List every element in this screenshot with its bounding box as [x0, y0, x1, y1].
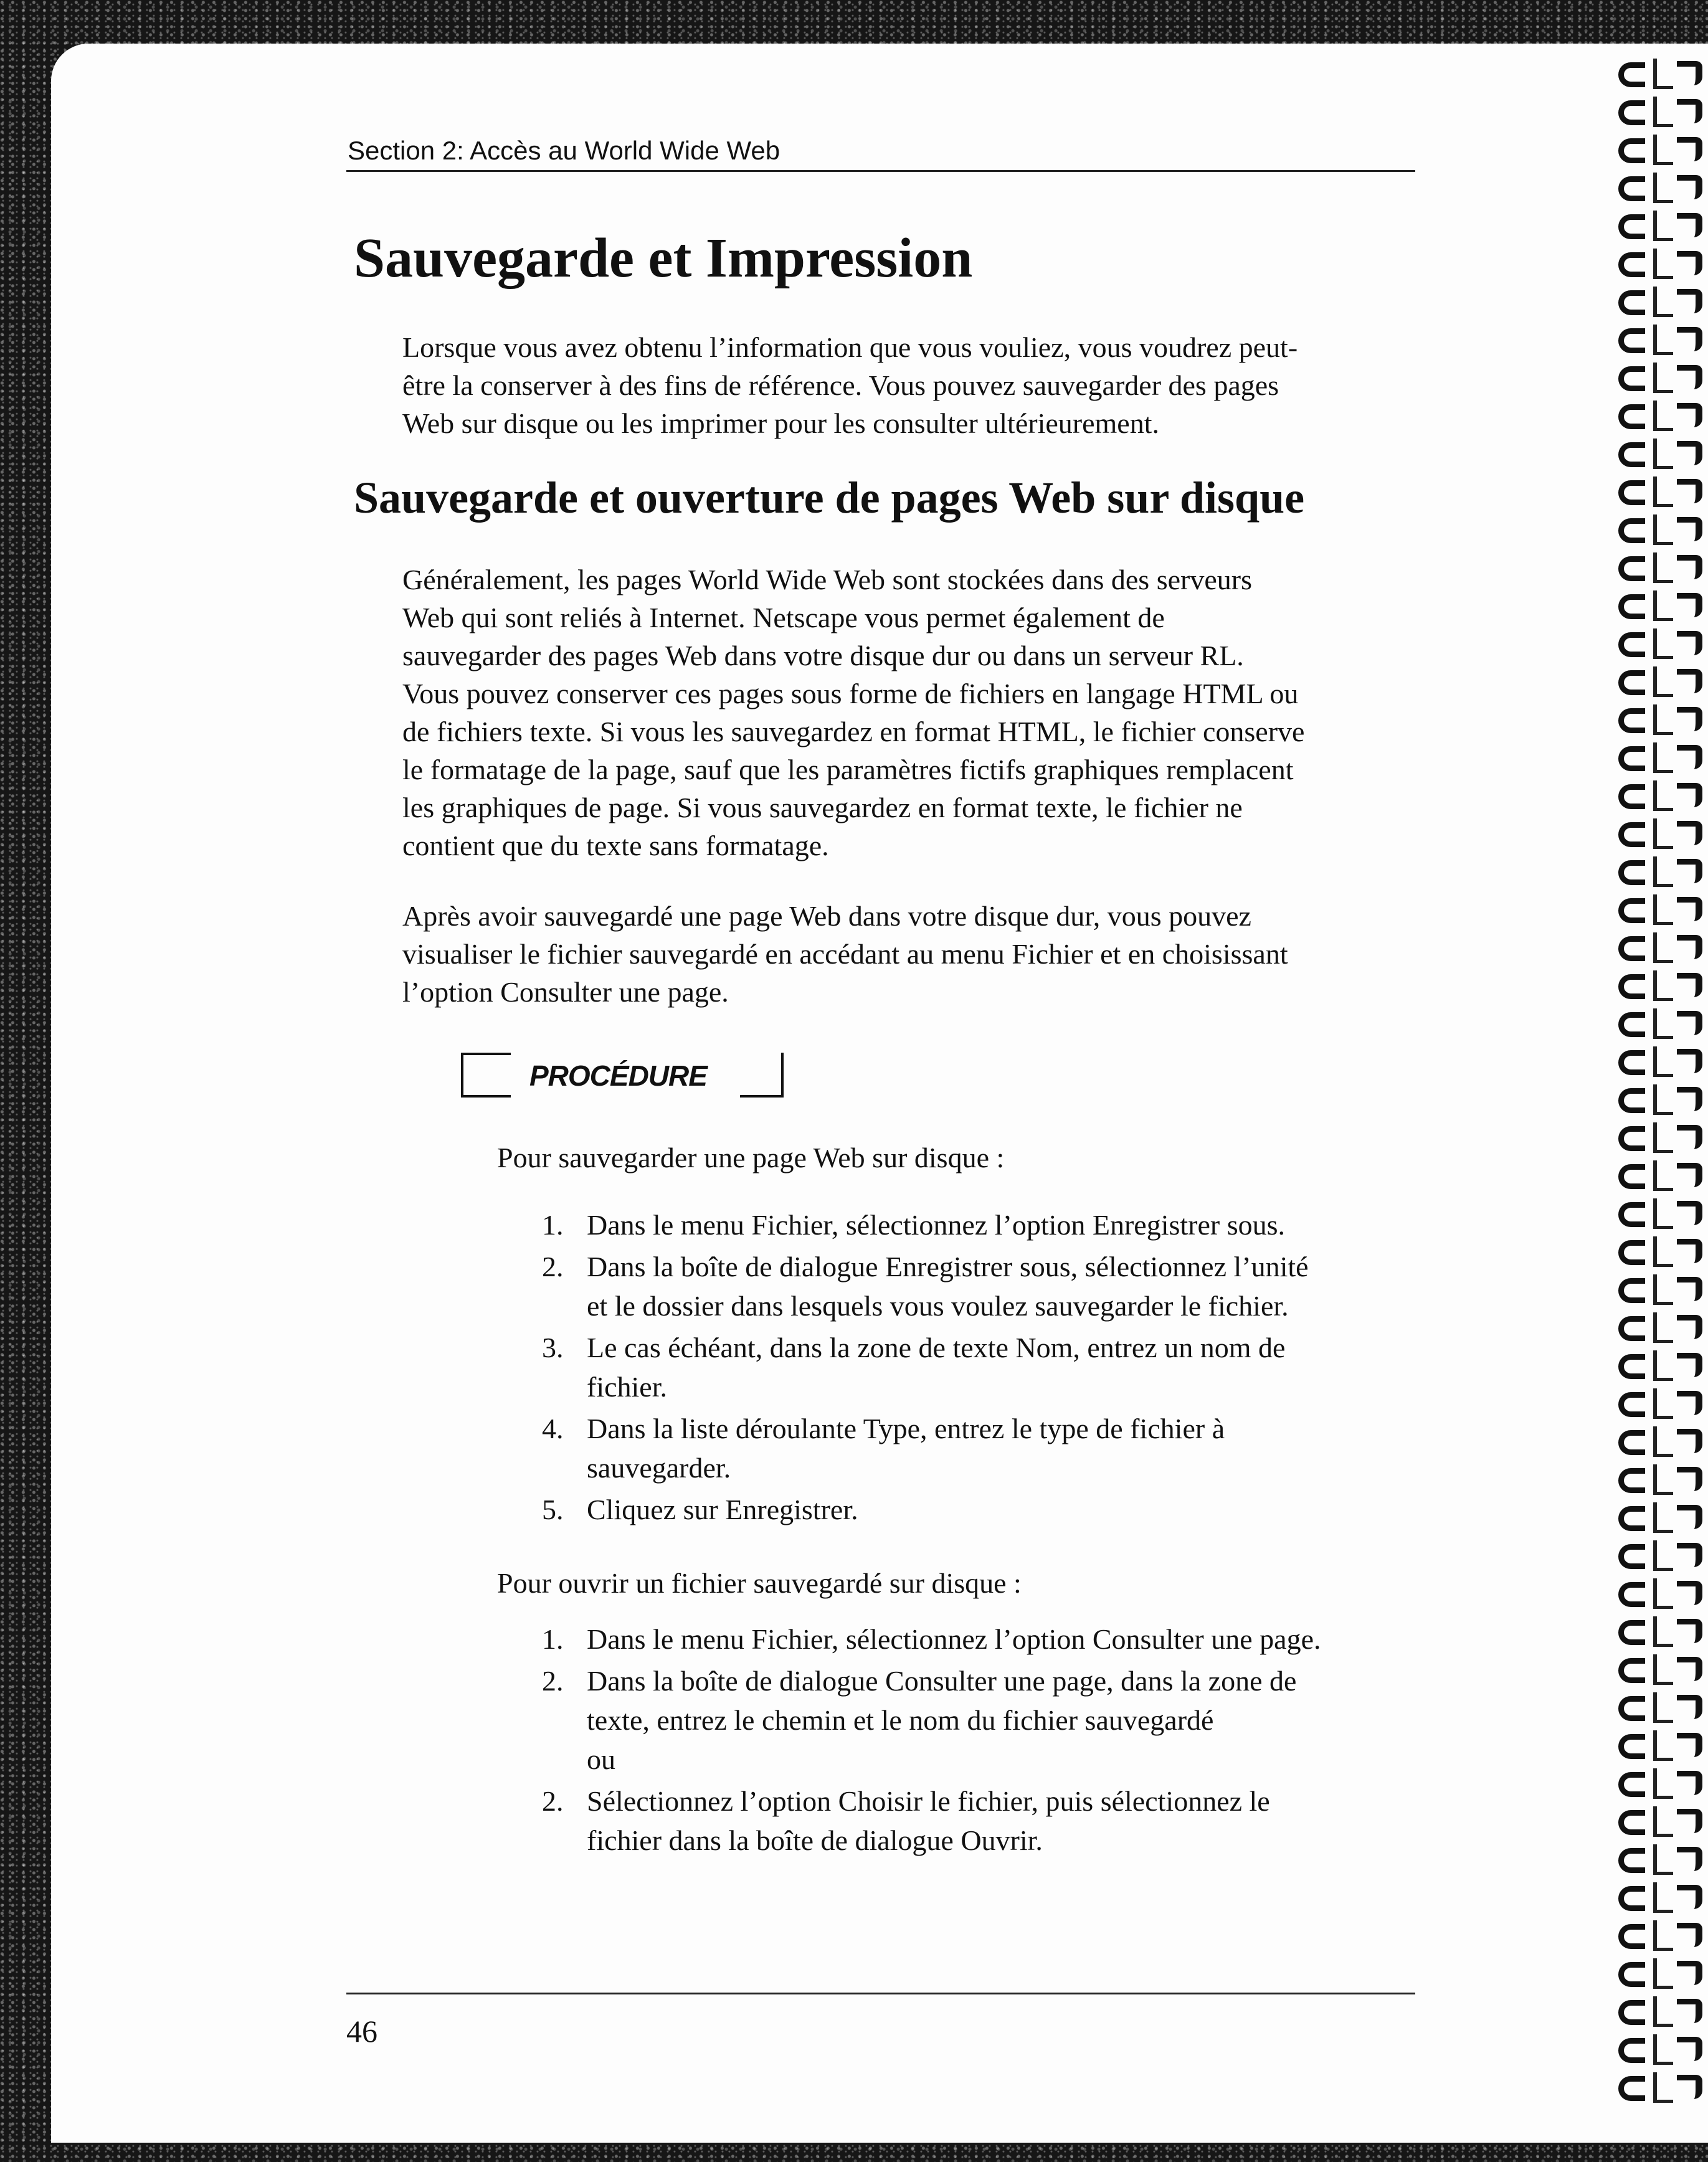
procedure-label-box [461, 1053, 784, 1098]
coil-bracket [1653, 970, 1673, 1001]
coil-loop [1677, 441, 1702, 465]
coil-loop [1677, 99, 1702, 123]
binding-coil [1615, 778, 1708, 818]
coil-hook [1618, 1468, 1645, 1493]
coil-loop [1677, 1999, 1702, 2023]
header-rule [346, 170, 1415, 172]
binding-coil [1615, 892, 1708, 932]
text-line: visualiser le fichier sauvegardé en accédant au menu Fichier et en choisissant [402, 938, 1288, 970]
coil-bracket [1653, 856, 1673, 887]
footer-rule [346, 1993, 1415, 1994]
coil-hook [1618, 252, 1645, 277]
coil-bracket [1653, 704, 1673, 735]
page-number: 46 [346, 2014, 377, 2049]
coil-loop [1677, 821, 1702, 845]
coil-hook [1618, 2000, 1645, 2025]
coil-loop [1677, 213, 1702, 237]
coil-bracket [1653, 59, 1673, 89]
coil-hook [1618, 480, 1645, 505]
coil-hook [1618, 1354, 1645, 1379]
binding-coil [1615, 1766, 1708, 1806]
coil-bracket [1653, 932, 1673, 963]
coil-bracket [1653, 1312, 1673, 1343]
coil-bracket [1653, 1768, 1673, 1799]
coil-hook [1618, 1202, 1645, 1227]
binding-coil [1615, 1576, 1708, 1616]
coil-bracket [1653, 1958, 1673, 1989]
open-steps-list [542, 1619, 1426, 1862]
coil-bracket [1653, 780, 1673, 811]
coil-bracket [1653, 249, 1673, 279]
coil-bracket [1653, 590, 1673, 621]
coil-loop [1677, 1239, 1702, 1263]
coil-loop [1677, 1733, 1702, 1757]
binding-coil [1615, 1310, 1708, 1350]
binding-coil [1615, 740, 1708, 780]
binding-coil [1615, 322, 1708, 362]
text-line: contient que du texte sans formatage. [402, 830, 829, 861]
binding-coil [1615, 550, 1708, 590]
list-item [542, 1247, 1426, 1325]
coil-bracket [1653, 628, 1673, 659]
step-number: 2. [542, 1785, 564, 1817]
coil-bracket [1653, 1996, 1673, 2027]
text-line: être la conserver à des fins de référence. Vous pouvez sauvegarder des pages [402, 369, 1279, 401]
coil-bracket [1653, 1388, 1673, 1419]
coil-bracket [1653, 818, 1673, 849]
coil-bracket [1653, 287, 1673, 317]
binding-coil [1615, 1842, 1708, 1882]
coil-loop [1677, 631, 1702, 655]
step-text: ou [587, 1743, 615, 1775]
coil-loop [1677, 1505, 1702, 1529]
coil-loop [1677, 479, 1702, 503]
step-text: fichier. [587, 1371, 667, 1403]
step-text: Dans la liste déroulante Type, entrez le type de fichier à [587, 1413, 1225, 1444]
step-number: 1. [542, 1623, 564, 1655]
coil-loop [1677, 1467, 1702, 1491]
binding-coil [1615, 474, 1708, 514]
section-paragraph-2 [402, 897, 1405, 1011]
coil-loop [1677, 1885, 1702, 1909]
binding-coil [1615, 1196, 1708, 1236]
coil-hook [1618, 1164, 1645, 1189]
coil-loop [1677, 1657, 1702, 1681]
coil-bracket [1653, 97, 1673, 127]
text-line: les graphiques de page. Si vous sauvegardez en format texte, le fichier ne [402, 792, 1243, 823]
coil-hook [1618, 1696, 1645, 1721]
text-line: Lorsque vous avez obtenu l’information que vous vouliez, vous voudrez peut- [402, 331, 1298, 363]
coil-loop [1677, 593, 1702, 617]
step-number: 1. [542, 1209, 564, 1241]
text-line: Vous pouvez conserver ces pages sous forme de fichiers en langage HTML ou [402, 678, 1299, 709]
coil-hook [1618, 214, 1645, 239]
coil-loop [1677, 1125, 1702, 1149]
coil-hook [1618, 1772, 1645, 1797]
binding-coil [1615, 94, 1708, 134]
coil-loop [1677, 1087, 1702, 1111]
coil-bracket [1653, 1236, 1673, 1267]
save-procedure-intro: Pour sauvegarder une page Web sur disque : [497, 1142, 1005, 1173]
step-number: 5. [542, 1494, 564, 1525]
coil-loop [1677, 1011, 1702, 1035]
list-item [542, 1490, 1426, 1529]
text-line: l’option Consulter une page. [402, 976, 729, 1008]
coil-hook [1618, 1620, 1645, 1645]
step-number: 2. [542, 1665, 564, 1697]
binding-coil [1615, 1690, 1708, 1730]
coil-hook [1618, 936, 1645, 961]
coil-hook [1618, 898, 1645, 923]
coil-loop [1677, 2075, 1702, 2099]
box-corner-top-left [461, 1053, 511, 1098]
coil-bracket [1653, 1008, 1673, 1039]
coil-loop [1677, 1163, 1702, 1187]
binding-coil [1615, 626, 1708, 666]
binding-coil [1615, 1462, 1708, 1502]
coil-bracket [1653, 439, 1673, 469]
coil-bracket [1653, 894, 1673, 925]
coil-hook [1618, 1240, 1645, 1265]
coil-loop [1677, 745, 1702, 769]
binding-coil [1615, 246, 1708, 286]
coil-bracket [1653, 1274, 1673, 1305]
coil-bracket [1653, 514, 1673, 545]
binding-coil [1615, 1158, 1708, 1198]
coil-bracket [1653, 1426, 1673, 1457]
coil-hook [1618, 556, 1645, 581]
binding-coil [1615, 1272, 1708, 1312]
binding-coil [1615, 1234, 1708, 1274]
binding-coil [1615, 1994, 1708, 2034]
binding-coil [1615, 1006, 1708, 1046]
binding-coil [1615, 2070, 1708, 2110]
step-text: et le dossier dans lesquels vous voulez sauvegarder le fichier. [587, 1290, 1289, 1322]
binding-coil [1615, 1918, 1708, 1958]
coil-hook [1618, 822, 1645, 847]
coil-bracket [1653, 2072, 1673, 2103]
coil-loop [1677, 1049, 1702, 1073]
step-text: texte, entrez le chemin et le nom du fichier sauvegardé [587, 1704, 1214, 1736]
coil-hook [1618, 1126, 1645, 1151]
list-item [542, 1661, 1426, 1779]
coil-bracket [1653, 1882, 1673, 1913]
binding-coil [1615, 56, 1708, 96]
coil-hook [1618, 1430, 1645, 1455]
coil-hook [1618, 1734, 1645, 1759]
coil-bracket [1653, 1464, 1673, 1495]
coil-loop [1677, 1315, 1702, 1339]
coil-loop [1677, 1961, 1702, 1985]
text-line: Web sur disque ou les imprimer pour les consulter ultérieurement. [402, 407, 1159, 439]
binding-coil [1615, 968, 1708, 1008]
coil-hook [1618, 860, 1645, 885]
coil-hook [1618, 176, 1645, 201]
open-procedure-intro: Pour ouvrir un fichier sauvegardé sur disque : [497, 1567, 1022, 1599]
coil-hook [1618, 632, 1645, 657]
section-heading: Sauvegarde et ouverture de pages Web sur disque [354, 473, 1305, 523]
coil-loop [1677, 897, 1702, 921]
coil-bracket [1653, 135, 1673, 165]
coil-loop [1677, 251, 1702, 275]
binding-coil [1615, 436, 1708, 476]
binding-coil [1615, 1956, 1708, 1996]
coil-hook [1618, 1088, 1645, 1113]
coil-bracket [1653, 666, 1673, 697]
coil-loop [1677, 1429, 1702, 1453]
coil-loop [1677, 1771, 1702, 1795]
spiral-binding [1615, 44, 1708, 2143]
coil-loop [1677, 61, 1702, 85]
coil-loop [1677, 2037, 1702, 2061]
coil-loop [1677, 1201, 1702, 1225]
coil-bracket [1653, 1692, 1673, 1723]
binding-coil [1615, 1652, 1708, 1692]
step-text: fichier dans la boîte de dialogue Ouvrir. [587, 1824, 1043, 1856]
coil-loop [1677, 175, 1702, 199]
coil-hook [1618, 1506, 1645, 1531]
coil-loop [1677, 1353, 1702, 1377]
coil-bracket [1653, 2034, 1673, 2065]
coil-bracket [1653, 1160, 1673, 1191]
coil-loop [1677, 137, 1702, 161]
coil-hook [1618, 518, 1645, 543]
coil-hook [1618, 1050, 1645, 1075]
coil-hook [1618, 1848, 1645, 1873]
coil-hook [1618, 328, 1645, 353]
coil-loop [1677, 1581, 1702, 1605]
binding-coil [1615, 816, 1708, 856]
step-number: 4. [542, 1413, 564, 1444]
coil-loop [1677, 707, 1702, 731]
running-head: Section 2: Accès au World Wide Web [348, 136, 780, 165]
coil-hook [1618, 290, 1645, 315]
coil-hook [1618, 2076, 1645, 2101]
section-paragraph-1 [402, 561, 1405, 865]
step-text: Le cas échéant, dans la zone de texte Nom, entrez un nom de [587, 1332, 1286, 1363]
coil-bracket [1653, 1730, 1673, 1761]
coil-loop [1677, 973, 1702, 997]
step-text: Cliquez sur Enregistrer. [587, 1494, 858, 1525]
text-line: sauvegarder des pages Web dans votre disque dur ou dans un serveur RL. [402, 640, 1244, 671]
coil-hook [1618, 670, 1645, 695]
save-steps-list [542, 1205, 1426, 1532]
coil-loop [1677, 783, 1702, 807]
coil-loop [1677, 1543, 1702, 1567]
coil-loop [1677, 1809, 1702, 1833]
coil-bracket [1653, 363, 1673, 393]
binding-coil [1615, 1386, 1708, 1426]
coil-hook [1618, 100, 1645, 125]
binding-coil [1615, 1614, 1708, 1654]
coil-bracket [1653, 1578, 1673, 1609]
text-line: Après avoir sauvegardé une page Web dans votre disque dur, vous pouvez [402, 900, 1251, 932]
coil-loop [1677, 365, 1702, 389]
coil-loop [1677, 1277, 1702, 1301]
text-line: de fichiers texte. Si vous les sauvegardez en format HTML, le fichier conserve [402, 716, 1305, 747]
coil-bracket [1653, 1920, 1673, 1951]
coil-loop [1677, 669, 1702, 693]
coil-loop [1677, 327, 1702, 351]
coil-hook [1618, 1962, 1645, 1987]
binding-coil [1615, 1538, 1708, 1578]
coil-hook [1618, 1810, 1645, 1835]
coil-loop [1677, 1923, 1702, 1947]
coil-loop [1677, 1695, 1702, 1719]
coil-hook [1618, 1924, 1645, 1949]
coil-bracket [1653, 1122, 1673, 1153]
coil-bracket [1653, 552, 1673, 583]
list-item [542, 1781, 1426, 1860]
coil-bracket [1653, 325, 1673, 355]
coil-bracket [1653, 1084, 1673, 1115]
intro-paragraph [402, 328, 1405, 442]
binding-coil [1615, 170, 1708, 210]
coil-hook [1618, 746, 1645, 771]
list-item [542, 1205, 1426, 1245]
coil-hook [1618, 1012, 1645, 1037]
list-item [542, 1409, 1426, 1487]
coil-hook [1618, 2038, 1645, 2063]
binding-coil [1615, 1424, 1708, 1464]
coil-hook [1618, 1316, 1645, 1341]
binding-coil [1615, 208, 1708, 248]
step-number: 2. [542, 1251, 564, 1283]
coil-loop [1677, 289, 1702, 313]
binding-coil [1615, 1500, 1708, 1540]
coil-loop [1677, 1847, 1702, 1871]
coil-hook [1618, 784, 1645, 809]
binding-coil [1615, 1120, 1708, 1160]
binding-coil [1615, 588, 1708, 628]
coil-loop [1677, 935, 1702, 959]
coil-hook [1618, 594, 1645, 619]
coil-hook [1618, 1886, 1645, 1911]
binding-coil [1615, 854, 1708, 894]
coil-bracket [1653, 211, 1673, 241]
coil-bracket [1653, 1616, 1673, 1647]
coil-hook [1618, 974, 1645, 999]
step-text: Dans la boîte de dialogue Enregistrer sous, sélectionnez l’unité [587, 1251, 1309, 1283]
coil-loop [1677, 517, 1702, 541]
coil-bracket [1653, 1844, 1673, 1875]
binding-coil [1615, 664, 1708, 704]
step-text: Dans le menu Fichier, sélectionnez l’option Consulter une page. [587, 1623, 1321, 1655]
list-item [542, 1328, 1426, 1406]
binding-coil [1615, 284, 1708, 324]
text-line: le formatage de la page, sauf que les paramètres fictifs graphiques remplacent [402, 754, 1294, 785]
page-title: Sauvegarde et Impression [354, 227, 973, 289]
coil-bracket [1653, 742, 1673, 773]
coil-loop [1677, 403, 1702, 427]
binding-coil [1615, 1880, 1708, 1920]
coil-bracket [1653, 1350, 1673, 1381]
step-number: 3. [542, 1332, 564, 1363]
binding-coil [1615, 1082, 1708, 1122]
procedure-label: PROCÉDURE [529, 1060, 707, 1092]
coil-hook [1618, 1582, 1645, 1607]
coil-hook [1618, 62, 1645, 87]
box-corner-bottom-right [740, 1053, 784, 1098]
coil-bracket [1653, 476, 1673, 507]
binding-coil [1615, 1348, 1708, 1388]
binding-coil [1615, 132, 1708, 172]
coil-hook [1618, 708, 1645, 733]
coil-bracket [1653, 1198, 1673, 1229]
coil-loop [1677, 1391, 1702, 1415]
coil-hook [1618, 138, 1645, 163]
binding-coil [1615, 2032, 1708, 2072]
coil-bracket [1653, 1046, 1673, 1077]
coil-hook [1618, 366, 1645, 391]
coil-bracket [1653, 1806, 1673, 1837]
coil-hook [1618, 1278, 1645, 1303]
coil-hook [1618, 404, 1645, 429]
coil-bracket [1653, 173, 1673, 203]
step-text: Sélectionnez l’option Choisir le fichier, puis sélectionnez le [587, 1785, 1270, 1817]
coil-bracket [1653, 401, 1673, 431]
binding-coil [1615, 930, 1708, 970]
step-text: Dans la boîte de dialogue Consulter une page, dans la zone de [587, 1665, 1297, 1697]
coil-hook [1618, 1658, 1645, 1683]
binding-coil [1615, 398, 1708, 438]
binding-coil [1615, 1804, 1708, 1844]
coil-hook [1618, 1392, 1645, 1417]
binding-coil [1615, 360, 1708, 400]
text-line: Généralement, les pages World Wide Web sont stockées dans des serveurs [402, 564, 1252, 595]
text-line: Web qui sont reliés à Internet. Netscape vous permet également de [402, 602, 1165, 633]
coil-bracket [1653, 1654, 1673, 1685]
binding-coil [1615, 512, 1708, 552]
coil-bracket [1653, 1502, 1673, 1533]
binding-coil [1615, 1728, 1708, 1768]
coil-bracket [1653, 1540, 1673, 1571]
binding-coil [1615, 1044, 1708, 1084]
list-item [542, 1619, 1426, 1659]
step-text: Dans le menu Fichier, sélectionnez l’option Enregistrer sous. [587, 1209, 1286, 1241]
binding-coil [1615, 702, 1708, 742]
coil-loop [1677, 859, 1702, 883]
coil-loop [1677, 1619, 1702, 1643]
coil-hook [1618, 442, 1645, 467]
coil-hook [1618, 1544, 1645, 1569]
step-text: sauvegarder. [587, 1452, 731, 1484]
coil-loop [1677, 555, 1702, 579]
